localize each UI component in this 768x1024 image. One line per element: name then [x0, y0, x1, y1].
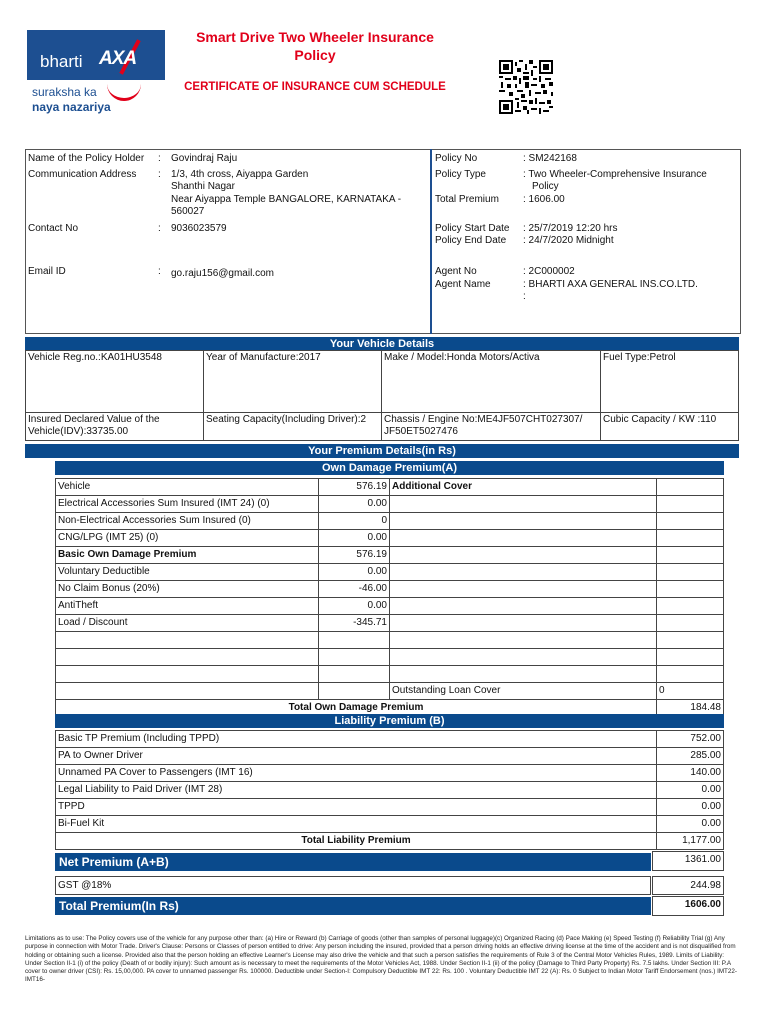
address-line-3: Near Aiyappa Temple BANGALORE, KARNATAKA -: [171, 194, 402, 205]
od-row-value: 0.00: [319, 598, 390, 615]
address-line-1: 1/3, 4th cross, Aiyappa Garden: [171, 169, 309, 180]
policy-start-label: Policy Start Date: [435, 223, 510, 234]
od-row-label: Non-Electrical Accessories Sum Insured (0): [56, 513, 319, 530]
holder-name: Govindraj Raju: [171, 153, 238, 164]
vehicle-make: Make / Model:Honda Motors/Activa: [382, 351, 601, 413]
empty-cell: [657, 530, 724, 547]
logo-axa-text: AXA: [99, 48, 137, 69]
policy-holder-divider: [430, 149, 432, 334]
agent-no: : 2C000002: [523, 266, 575, 277]
vehicle-year: Year of Manufacture:2017: [204, 351, 382, 413]
table-row: [56, 765, 724, 782]
agent-no-label: Agent No: [435, 266, 477, 277]
vehicle-details-table: [25, 350, 739, 441]
vehicle-chassis: Chassis / Engine No:ME4JF507CHT027307/ JF50ET5027476: [382, 413, 601, 441]
gst-label: GST @18%: [55, 876, 651, 895]
policy-type-line-2: Policy: [532, 181, 559, 192]
table-row: [56, 782, 724, 799]
table-row: [56, 748, 724, 765]
table-row: [56, 683, 724, 700]
empty-cell: [56, 666, 319, 683]
total-od-value: 184.48: [657, 700, 724, 717]
qr-code-icon: [499, 60, 553, 114]
od-row-label: Basic Own Damage Premium: [56, 547, 319, 564]
liability-row-value: 0.00: [657, 816, 724, 833]
od-row-label: Load / Discount: [56, 615, 319, 632]
liability-row-value: 140.00: [657, 765, 724, 782]
empty-cell: [319, 632, 390, 649]
empty-cell: [657, 513, 724, 530]
table-row: [56, 581, 724, 598]
total-premium-label: Total Premium: [435, 194, 499, 205]
net-premium-value: 1361.00: [652, 851, 724, 871]
liability-table: [55, 730, 724, 850]
table-row: [56, 666, 724, 683]
od-row-value: 0.00: [319, 564, 390, 581]
empty-cell: [390, 547, 657, 564]
liability-row-value: 285.00: [657, 748, 724, 765]
vehicle-idv: Insured Declared Value of the Vehicle(IDV):33735.00: [26, 413, 204, 441]
vehicle-cc: Cubic Capacity / KW :110: [601, 413, 739, 441]
empty-cell: [390, 649, 657, 666]
od-row-label: No Claim Bonus (20%): [56, 581, 319, 598]
additional-cover-value: [657, 479, 724, 496]
liability-row-label: TPPD: [56, 799, 657, 816]
gst-value: 244.98: [652, 876, 724, 895]
table-row: [56, 530, 724, 547]
total-premium-final-value: 1606.00: [652, 896, 724, 916]
document-subtitle: CERTIFICATE OF INSURANCE CUM SCHEDULE: [184, 81, 446, 93]
logo-tagline-1: suraksha ka: [32, 85, 97, 99]
empty-cell: [657, 598, 724, 615]
empty-cell: [390, 581, 657, 598]
table-row: [56, 816, 724, 833]
empty-cell: [657, 581, 724, 598]
od-row-value: 0.00: [319, 530, 390, 547]
od-row-label: AntiTheft: [56, 598, 319, 615]
liability-row-value: 752.00: [657, 731, 724, 748]
empty-cell: [319, 683, 390, 700]
empty-cell: [390, 564, 657, 581]
vehicle-details-header: Your Vehicle Details: [25, 337, 739, 351]
table-row: [56, 649, 724, 666]
empty-cell: [319, 649, 390, 666]
liability-row-label: Unnamed PA Cover to Passengers (IMT 16): [56, 765, 657, 782]
policy-start-date: : 25/7/2019 12:20 hrs: [523, 223, 618, 234]
logo-tagline-2: naya nazariya: [32, 100, 111, 114]
empty-cell: [390, 530, 657, 547]
table-row: [56, 615, 724, 632]
liability-row-label: Basic TP Premium (Including TPPD): [56, 731, 657, 748]
od-row-label: Electrical Accessories Sum Insured (IMT 24) (0): [56, 496, 319, 513]
empty-cell: [390, 598, 657, 615]
total-liability-label: Total Liability Premium: [56, 833, 657, 850]
liability-row-label: Legal Liability to Paid Driver (IMT 28): [56, 782, 657, 799]
empty-cell: [56, 632, 319, 649]
od-row-value: 0: [319, 513, 390, 530]
email-value: go.raju156@gmail.com: [171, 268, 274, 279]
table-row: [56, 496, 724, 513]
empty-cell: [657, 547, 724, 564]
od-row-value: -46.00: [319, 581, 390, 598]
empty-cell: [657, 649, 724, 666]
logo-brand-text: bharti: [40, 52, 83, 71]
table-row: [56, 833, 724, 850]
od-row-value: 576.19: [319, 479, 390, 496]
table-row: [56, 513, 724, 530]
contact-number: 9036023579: [171, 223, 227, 234]
od-row-value: 576.19: [319, 547, 390, 564]
empty-cell: [657, 632, 724, 649]
total-premium-label: Total Premium(In Rs): [55, 897, 651, 915]
policy-end-label: Policy End Date: [435, 235, 507, 246]
policy-type-line-1: : Two Wheeler-Comprehensive Insurance: [523, 169, 707, 180]
policy-end-date: : 24/7/2020 Midnight: [523, 235, 614, 246]
table-row: [56, 731, 724, 748]
empty-cell: [657, 666, 724, 683]
empty-cell: [390, 496, 657, 513]
table-row: [56, 547, 724, 564]
address-colon: :: [158, 169, 161, 180]
holder-name-colon: :: [158, 153, 161, 164]
holder-name-label: Name of the Policy Holder: [28, 153, 145, 164]
premium-details-header: Your Premium Details(in Rs): [25, 444, 739, 458]
table-row: [56, 598, 724, 615]
liability-row-value: 0.00: [657, 799, 724, 816]
liability-row-value: 0.00: [657, 782, 724, 799]
limitations-footer-text: Limitations as to use: The Policy covers use of the vehicle for any purpose other than: (a) Hire or Reward (b) Carriage of goods (other than samples of personal luggage)(c) Organized Racing (d) Pace Making (e) Speed Testing (f) Reliability Trial (g) Any purpose in connection with Motor Trade. Driver's Clause: Persons or Classes of person entitled to drive: Any person including the insured, provided that a person driving holds an effective driving license at the time of the accident and is not disqualified from holding or obtaining such a license. Provided also that the person holding an effective Learner's License may also drive the vehicle and that such a person satisfies the requirements of Rule 3 of the Central Motor Vehicles Rules, 1989. Limits of Liability: Under Section II-1 (i) of the policy (Death of or bodily injury): Such amount as is necessary to meet the requirements of the Motor Vehicles Act, 1988. Under Section II-1 (ii) of the policy (Damage to Third Party Property) Rs. 7.5 lakhs. Under Section III: P.A cover to owner driver (CSI): Rs. 15,00,000. PA cover to unnamed passenger Rs. 100000. Deductible under Section-I: Compulsory Deductible IMT 22: Rs. 100 . Voluntary Deductible IMT 22 (A): Rs. 0 Subject to Indian Motor Tariff Endorsement (nos.) IMT22-IMT16-: [25, 935, 738, 984]
empty-cell: [657, 564, 724, 581]
od-row-label: Voluntary Deductible: [56, 564, 319, 581]
policy-no: : SM242168: [523, 153, 577, 164]
od-row-label: Vehicle: [56, 479, 319, 496]
empty-cell: [56, 649, 319, 666]
empty-cell: [390, 666, 657, 683]
liability-row-label: Bi-Fuel Kit: [56, 816, 657, 833]
od-row-value: -345.71: [319, 615, 390, 632]
policy-no-label: Policy No: [435, 153, 478, 164]
od-row-value: 0.00: [319, 496, 390, 513]
outstanding-loan-label: Outstanding Loan Cover: [390, 683, 657, 700]
agent-extra-colon: :: [523, 291, 526, 302]
liability-row-label: PA to Owner Driver: [56, 748, 657, 765]
address-label: Communication Address: [28, 169, 137, 180]
empty-cell: [657, 615, 724, 632]
empty-cell: [319, 666, 390, 683]
logo-swoosh: [107, 84, 141, 101]
bharti-axa-logo: [27, 30, 165, 116]
liability-header: Liability Premium (B): [55, 714, 724, 728]
empty-cell: [390, 632, 657, 649]
agent-name: : BHARTI AXA GENERAL INS.CO.LTD.: [523, 279, 698, 290]
empty-cell: [390, 615, 657, 632]
table-row: [56, 632, 724, 649]
email-colon: :: [158, 266, 161, 277]
table-row: [56, 799, 724, 816]
policy-type-label: Policy Type: [435, 169, 486, 180]
document-title: Smart Drive Two Wheeler Insurance Policy: [196, 29, 434, 63]
table-row: [56, 479, 724, 496]
total-premium-value: : 1606.00: [523, 194, 565, 205]
address-line-2: Shanthi Nagar: [171, 181, 235, 192]
vehicle-seating: Seating Capacity(Including Driver):2: [204, 413, 382, 441]
total-liability-value: 1,177.00: [657, 833, 724, 850]
od-row-label: CNG/LPG (IMT 25) (0): [56, 530, 319, 547]
contact-label: Contact No: [28, 223, 79, 234]
contact-colon: :: [158, 223, 161, 234]
email-label: Email ID: [28, 266, 66, 277]
net-premium-label: Net Premium (A+B): [55, 853, 651, 871]
address-line-4: 560027: [171, 206, 205, 217]
additional-cover-label: Additional Cover: [390, 479, 657, 496]
vehicle-reg: Vehicle Reg.no.:KA01HU3548: [26, 351, 204, 413]
empty-cell: [390, 513, 657, 530]
total-od-label: Total Own Damage Premium: [56, 700, 657, 717]
own-damage-table: [55, 478, 724, 717]
outstanding-loan-value: 0: [657, 683, 724, 700]
empty-cell: [56, 683, 319, 700]
vehicle-fuel: Fuel Type:Petrol: [601, 351, 739, 413]
own-damage-header: Own Damage Premium(A): [55, 461, 724, 475]
table-row: [56, 564, 724, 581]
empty-cell: [657, 496, 724, 513]
agent-name-label: Agent Name: [435, 279, 491, 290]
